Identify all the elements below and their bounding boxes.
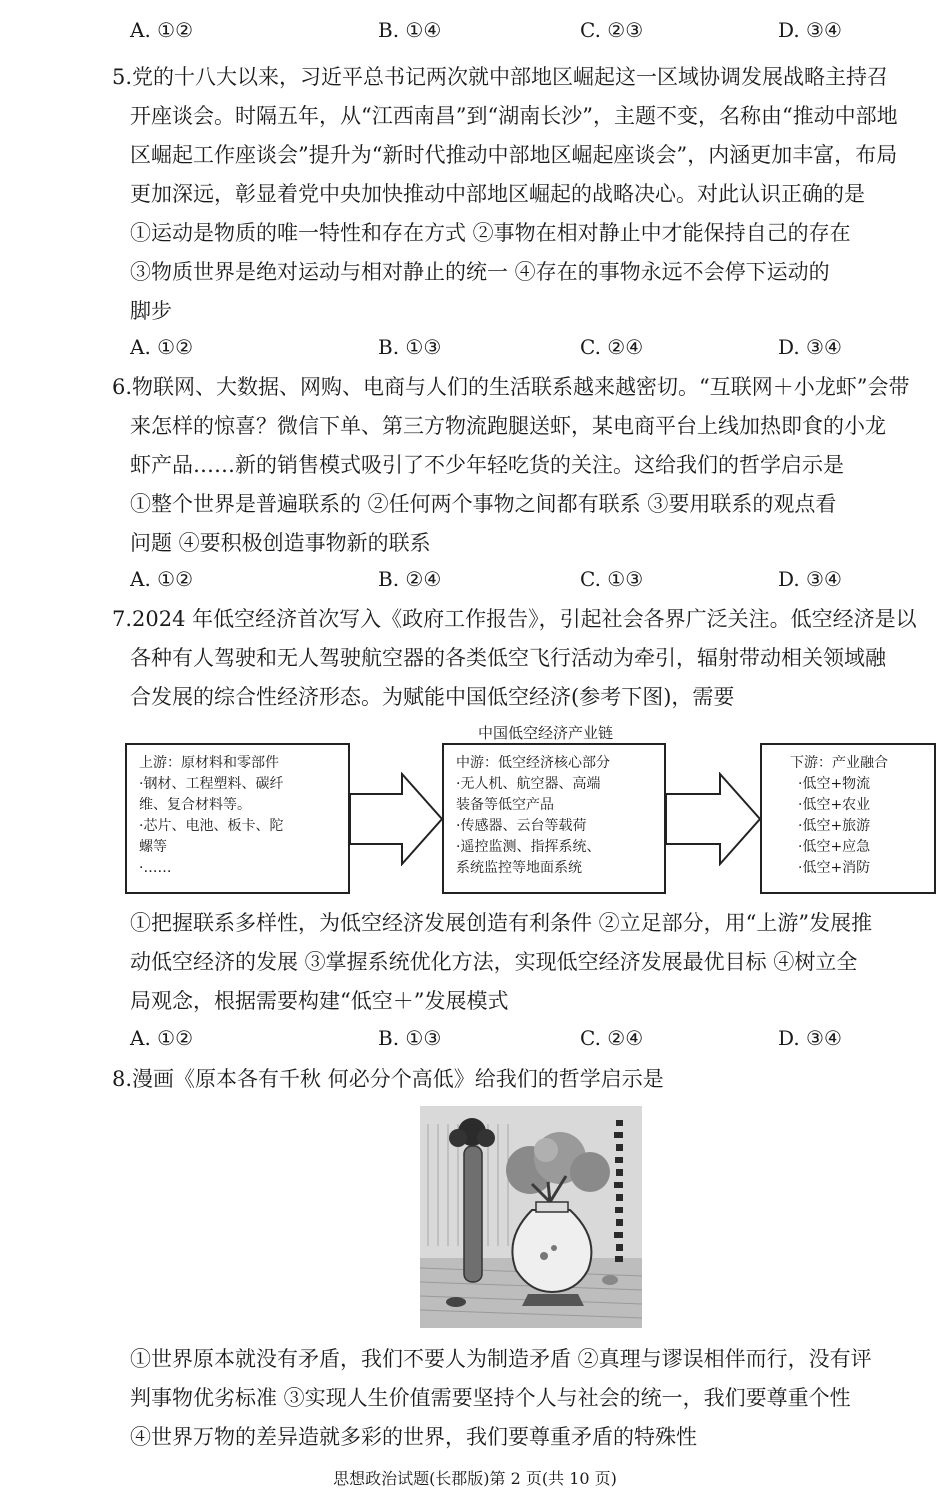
q5-line: 开座谈会。时隔五年，从“江西南昌”到“湖南长沙”，主题不变，名称由“推动中部地: [130, 104, 898, 128]
cartoon-caption: [420, 1320, 642, 1321]
q8-statement-line: ④世界万物的差异造就多彩的世界，我们要尊重矛盾的特殊性: [130, 1425, 697, 1449]
downstream-item: ·低空+物流: [798, 776, 871, 792]
q7-statement-line: 局观念，根据需要构建“低空＋”发展模式: [130, 989, 509, 1013]
q7-statement-line: 动低空经济的发展 ③掌握系统优化方法，实现低空经济发展最优目标 ④树立全: [130, 950, 858, 974]
q5-option-d: D. ③④: [778, 335, 842, 359]
q5-option-a: A. ①②: [130, 335, 194, 359]
upstream-item: ·芯片、电池、板卡、陀: [139, 818, 284, 834]
q8-statement-line: ①世界原本就没有矛盾，我们不要人为制造矛盾 ②真理与谬误相伴而行，没有评: [130, 1347, 872, 1371]
q6-option-c: C. ①③: [580, 567, 644, 591]
q4-option-a: A. ①②: [130, 18, 194, 42]
q6-line: ①整个世界是普遍联系的 ②任何两个事物之间都有联系 ③要用联系的观点看: [130, 492, 837, 516]
cartoon-vases-image: [420, 1106, 642, 1328]
upstream-item: 螺等: [139, 839, 167, 855]
q7-line: 各种有人驾驶和无人驾驶航空器的各类低空飞行活动为牵引，辐射带动相关领域融: [130, 646, 886, 670]
q6-option-b: B. ②④: [378, 567, 442, 591]
q4-option-b: B. ①④: [378, 18, 442, 42]
downstream-item: ·低空+应急: [798, 839, 871, 855]
q7-option-b: B. ①③: [378, 1026, 442, 1050]
page-footer: 思想政治试题(长郡版)第 2 页(共 10 页): [333, 1469, 617, 1488]
q8-statement-line: 判事物优劣标准 ③实现人生价值需要坚持个人与社会的统一，我们要尊重个性: [130, 1386, 851, 1410]
midstream-heading: 中游：低空经济核心部分: [456, 755, 610, 771]
upstream-item: ·……: [139, 860, 172, 876]
downstream-box: [760, 743, 936, 894]
downstream-heading: 下游：产业融合: [790, 755, 888, 771]
downstream-item: ·低空+旅游: [798, 818, 871, 834]
right-arrow-icon: [666, 772, 762, 866]
q7-statement-line: ①把握联系多样性，为低空经济发展创造有利条件 ②立足部分，用“上游”发展推: [130, 911, 873, 935]
upstream-box: [125, 743, 350, 894]
q5-line: 更加深远，彰显着党中央加快推动中部地区崛起的战略决心。对此认识正确的是: [130, 182, 865, 206]
q7-line: 合发展的综合性经济形态。为赋能中国低空经济(参考下图)，需要: [130, 685, 735, 709]
downstream-item: ·低空+农业: [798, 797, 871, 813]
q6-line: 6.物联网、大数据、网购、电商与人们的生活联系越来越密切。“互联网＋小龙虾”会带: [112, 375, 910, 399]
midstream-item: ·无人机、航空器、高端: [456, 776, 601, 792]
q6-option-a: A. ①②: [130, 567, 194, 591]
upstream-heading: 上游：原材料和零部件: [139, 755, 279, 771]
midstream-box: [442, 743, 666, 894]
q5-line: 区崛起工作座谈会”提升为“新时代推动中部地区崛起座谈会”，内涵更加丰富，布局: [130, 143, 898, 167]
q8-stem: 8.漫画《原本各有千秋 何必分个高低》给我们的哲学启示是: [112, 1067, 664, 1091]
q5-option-c: C. ②④: [580, 335, 644, 359]
chain-title: 中国低空经济产业链: [478, 724, 614, 742]
q6-line: 来怎样的惊喜？微信下单、第三方物流跑腿送虾，某电商平台上线加热即食的小龙: [130, 414, 886, 438]
q7-option-a: A. ①②: [130, 1026, 194, 1050]
midstream-item: ·遥控监测、指挥系统、: [456, 839, 601, 855]
upstream-item: ·钢材、工程塑料、碳纤: [139, 776, 284, 792]
midstream-item: ·传感器、云台等载荷: [456, 818, 587, 834]
q4-option-c: C. ②③: [580, 18, 644, 42]
downstream-item: ·低空+消防: [798, 860, 871, 876]
q7-option-c: C. ②④: [580, 1026, 644, 1050]
q5-line: ③物质世界是绝对运动与相对静止的统一 ④存在的事物永远不会停下运动的: [130, 260, 830, 284]
upstream-item: 维、复合材料等。: [139, 797, 251, 813]
midstream-item: 装备等低空产品: [456, 797, 554, 813]
q6-line: 虾产品……新的销售模式吸引了不少年轻吃货的关注。这给我们的哲学启示是: [130, 453, 844, 477]
q5-option-b: B. ①③: [378, 335, 442, 359]
q6-line: 问题 ④要积极创造事物新的联系: [130, 531, 431, 555]
q7-option-d: D. ③④: [778, 1026, 842, 1050]
q4-option-d: D. ③④: [778, 18, 842, 42]
q7-line: 7.2024 年低空经济首次写入《政府工作报告》，引起社会各界广泛关注。低空经济是以: [112, 607, 917, 631]
q6-option-d: D. ③④: [778, 567, 842, 591]
q5-line: 脚步: [130, 299, 172, 323]
q5-line: 5.党的十八大以来，习近平总书记两次就中部地区崛起这一区域协调发展战略主持召: [112, 65, 889, 89]
q5-line: ①运动是物质的唯一特性和存在方式 ②事物在相对静止中才能保持自己的存在: [130, 221, 851, 245]
right-arrow-icon: [350, 772, 444, 866]
midstream-item: 系统监控等地面系统: [456, 860, 582, 876]
